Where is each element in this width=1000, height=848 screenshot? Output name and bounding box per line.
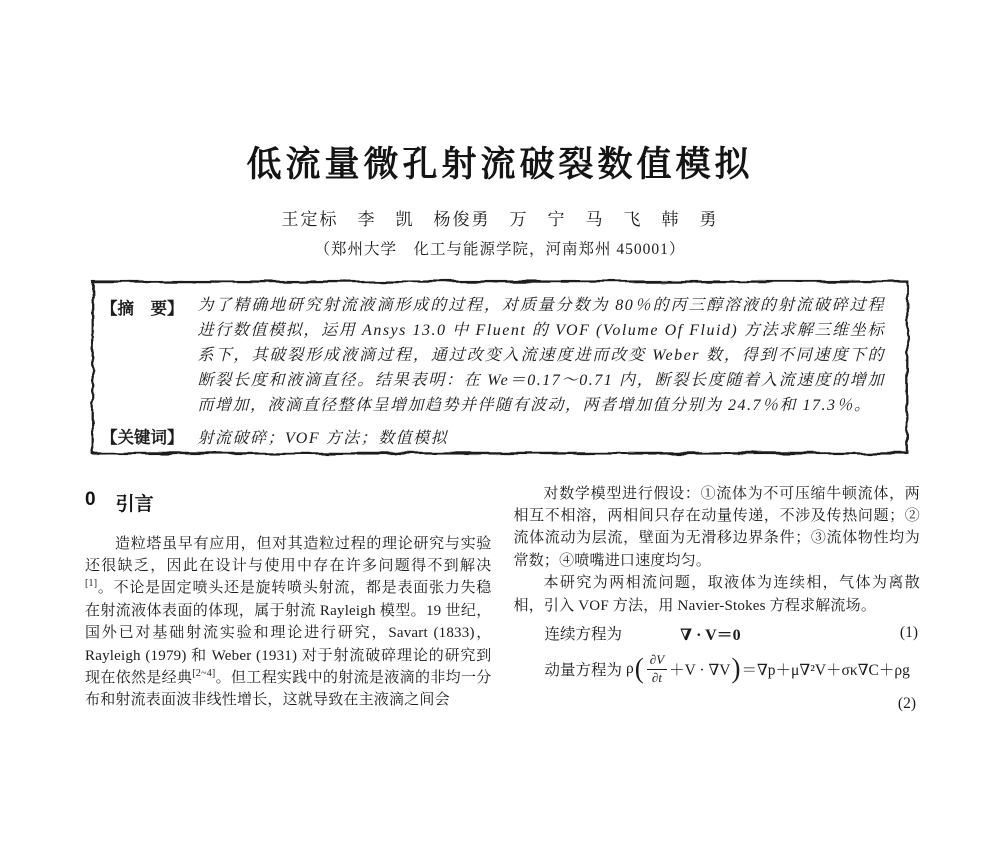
left-paren: ( bbox=[634, 652, 644, 684]
equation-2-middle: ＋V · ∇V bbox=[669, 661, 731, 679]
section-heading-introduction bbox=[85, 489, 492, 516]
abstract-label: 【摘 要】 bbox=[101, 299, 184, 318]
momentum-equation bbox=[514, 652, 921, 685]
equation-1-lead: 连续方程为 bbox=[544, 626, 623, 644]
two-phase-flow-paragraph: 本研究为两相流问题，取液体为连续相，气体为离散相，引入 VOF 方法，用 Navier-Stokes 方程求解流场。 bbox=[513, 575, 920, 614]
equation-2-rhs: ＝∇p＋μ∇²V＋σκ∇C＋ρg bbox=[741, 661, 910, 679]
section-title: 引言 bbox=[115, 493, 154, 515]
section-number: 0 bbox=[85, 488, 96, 510]
fraction-denominator: ∂t bbox=[651, 669, 662, 685]
two-column-body bbox=[0, 483, 1000, 714]
continuity-equation bbox=[514, 622, 921, 645]
fraction-numerator: ∂V bbox=[647, 652, 667, 670]
intro-text-1: 造粒塔虽早有应用，但对其造粒过程的理论研究与实验还很缺乏，因此在设计与使用中存在许多问题得不到解决 bbox=[85, 535, 492, 574]
equation-2-number: (2) bbox=[897, 695, 916, 713]
left-column bbox=[85, 483, 492, 714]
partial-derivative-fraction bbox=[647, 652, 667, 685]
intro-text-3: 。但工程实践中的射流是液滴的非均一分布和射流表面波非线性增长，这就导致在主液滴之间会 bbox=[85, 669, 492, 709]
scanned-paper-page bbox=[0, 146, 1000, 848]
abstract-text: 为了精确地研究射流液滴形成的过程，对质量分数为 80％的丙三醇溶液的射流破碎过程进行数值模拟，运用 Ansys 13.0 中 Fluent 的 VOF (Volume Of Fluid) 方法求解三维坐标系下，其破裂形成液滴过程，通过改变入流速度进而改变 Weber 数，得到不同速度下的断裂长度和液滴直径。结果表明：在 We＝0.17～0.71 内，断裂长度随着入流速度的增加而增加，液滴直径整体呈增加趋势并伴随有波动，两者增加值分别为 24.7％和 17.3％。 bbox=[197, 296, 885, 414]
equation-2-lead: 动量方程为 bbox=[544, 661, 623, 679]
abstract-box bbox=[89, 278, 911, 457]
abstract-row bbox=[101, 293, 885, 418]
authors-line: 王定标 李 凯 杨俊勇 万 宁 马 飞 韩 勇 bbox=[281, 209, 719, 229]
introduction-paragraph bbox=[85, 533, 492, 712]
equation-2-expression bbox=[626, 652, 910, 685]
affiliation-line: （郑州大学 化工与能源学院，河南郑州 450001） bbox=[314, 240, 686, 258]
right-paren: ) bbox=[731, 652, 741, 684]
right-column bbox=[514, 483, 921, 714]
equation-1-body: ∇ · V＝0 bbox=[680, 626, 741, 644]
equation-1-number: (1) bbox=[899, 624, 918, 642]
rho-symbol: ρ bbox=[626, 659, 634, 677]
keywords-text: 射流破碎；VOF 方法；数值模拟 bbox=[197, 429, 449, 447]
citation-ref-1: [1] bbox=[85, 578, 98, 590]
keywords-row bbox=[101, 422, 885, 448]
paper-title: 低流量微孔射流破裂数值模拟 bbox=[246, 145, 754, 184]
intro-text-2: 。不论是固定喷头还是旋转喷头射流，都是表面张力失稳在射流液体表面的体现，属于射流 Rayleigh 模型。19 世纪，国外已对基础射流实验和理论进行研究，Savart (1833)，Rayleigh (1979) 和 Weber (1931) 对于射流破碎理论的研究到现在依然是经典 bbox=[85, 580, 492, 686]
model-assumptions-paragraph: 对数学模型进行假设：①流体为不可压缩牛顿流体，两相互不相溶，两相间只存在动量传递，不涉及传热问题；②流体流动为层流，壁面为无滑移边界条件；③流体物性均为常数；④喷嘴进口速度均匀。 bbox=[513, 485, 920, 569]
keywords-label: 【关键词】 bbox=[101, 428, 184, 447]
citation-ref-2-4: [2~4] bbox=[192, 667, 216, 679]
